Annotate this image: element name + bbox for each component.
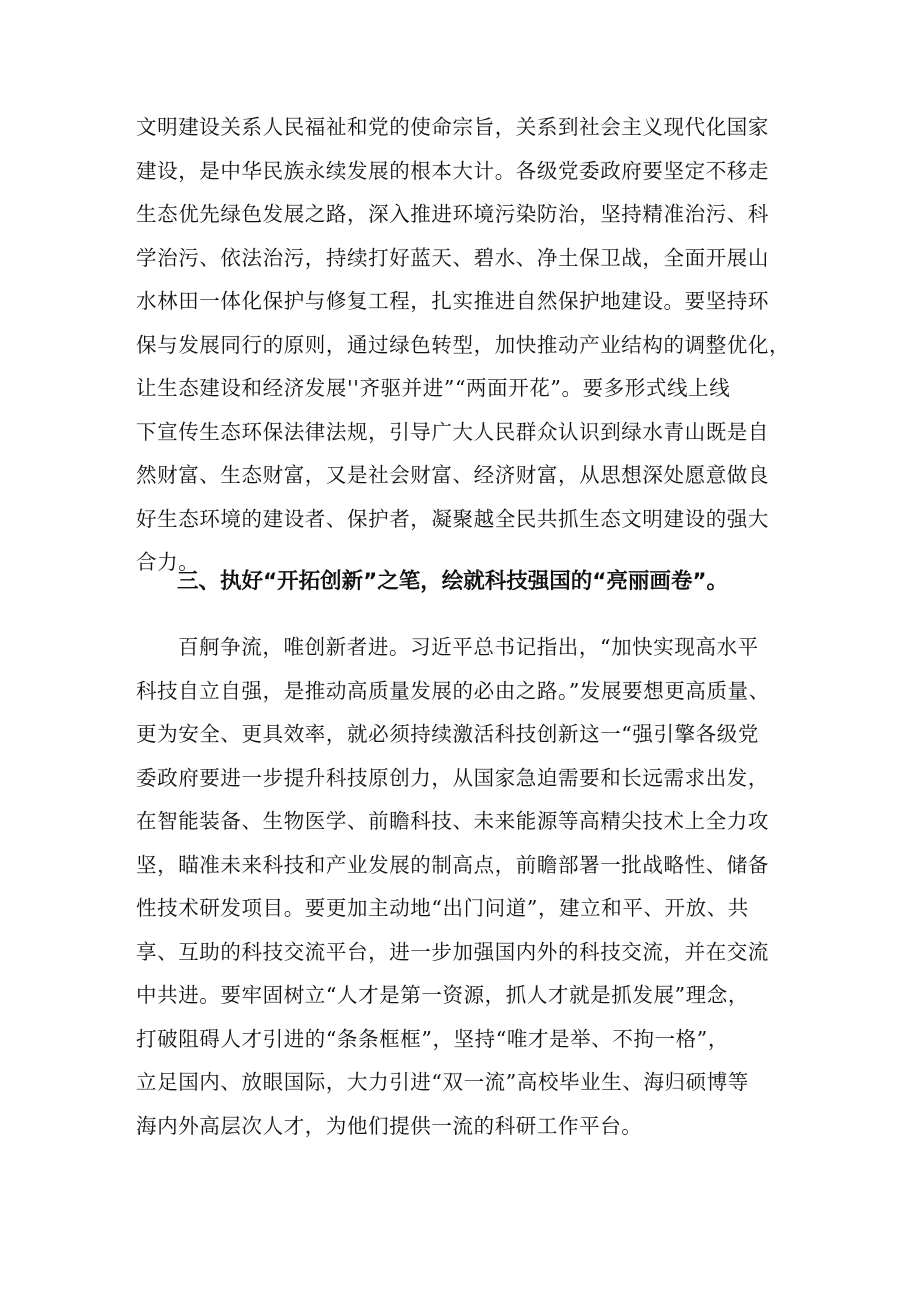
paragraph-line: 合力。 <box>136 550 200 574</box>
paragraph-line: 立足国内、放眼国际，大力引进“双一流”高校毕业生、海归硕博等 <box>136 1070 749 1094</box>
paragraph-line: 坚，瞄准未来科技和产业发展的制高点，前瞻部署一批战略性、储备 <box>136 852 769 877</box>
paragraph-line: 海内外高层次人才，为他们提供一流的科研工作平台。 <box>136 1113 643 1138</box>
paragraph-line: 打破阻碍人才引进的“条条框框”，坚持“唯才是举、不拘一格”， <box>136 1026 729 1051</box>
paragraph-line: 更为安全、更具效率，就必须持续激活科技创新这一“强引擎各级党 <box>136 722 759 746</box>
paragraph-line: 性技术研发项目。要更加主动地“出门问道”，建立和平、开放、共 <box>136 896 749 920</box>
paragraph-line: 享、互助的科技交流平台，进一步加强国内外的科技交流，并在交流 <box>136 939 769 964</box>
paragraph-line: 学治污、依法治污，持续打好蓝天、碧水、净土保卫战，全面开展山 <box>136 245 769 270</box>
paragraph-line: 保与发展同行的原则，通过绿色转型，加快推动产业结构的调整优化， <box>136 332 791 357</box>
paragraph-line: 建设，是中华民族永续发展的根本大计。各级党委政府要坚定不移走 <box>136 158 769 183</box>
paragraph-line: 好生态环境的建设者、保护者，凝聚越全民共抓生态文明建设的强大 <box>136 506 769 531</box>
paragraph-innovation <box>136 626 796 1148</box>
paragraph-line: 让生态建设和经济发展''齐驱并进”“两面开花”。要多形式线上线 <box>136 376 731 400</box>
paragraph-line: 文明建设关系人民福祉和党的使命宗旨，关系到社会主义现代化国家 <box>136 115 769 139</box>
paragraph-line: 委政府要进一步提升科技原创力，从国家急迫需要和长远需求出发， <box>136 765 769 790</box>
paragraph-ecology <box>136 106 796 585</box>
paragraph-line: 百舸争流，唯创新者进。习近平总书记指出，“加快实现高水平 <box>178 635 759 659</box>
paragraph-line: 中共进。要牢固树立“人才是第一资源，抓人才就是抓发展”理念， <box>136 983 749 1007</box>
paragraph-line: 然财富、生态财富，又是社会财富、经济财富，从思想深处愿意做良 <box>136 463 769 487</box>
paragraph-line: 在智能装备、生物医学、前瞻科技、未来能源等高精尖技术上全力攻 <box>136 809 769 833</box>
paragraph-line: 下宣传生态环保法律法规，引导广大人民群众认识到绿水青山既是自 <box>136 419 769 444</box>
paragraph-line: 科技自立自强，是推动高质量发展的必由之路。”发展要想更高质量、 <box>136 678 770 703</box>
section-heading: 三、执好“开拓创新”之笔，绘就科技强国的“亮丽画卷”。 <box>177 569 729 594</box>
paragraph-line: 生态优先绿色发展之路，深入推进环境污染防治，坚持精准治污、科 <box>136 202 769 226</box>
paragraph-line: 水林田一体化保护与修复工程，扎实推进自然保护地建设。要坚持环 <box>136 289 769 313</box>
